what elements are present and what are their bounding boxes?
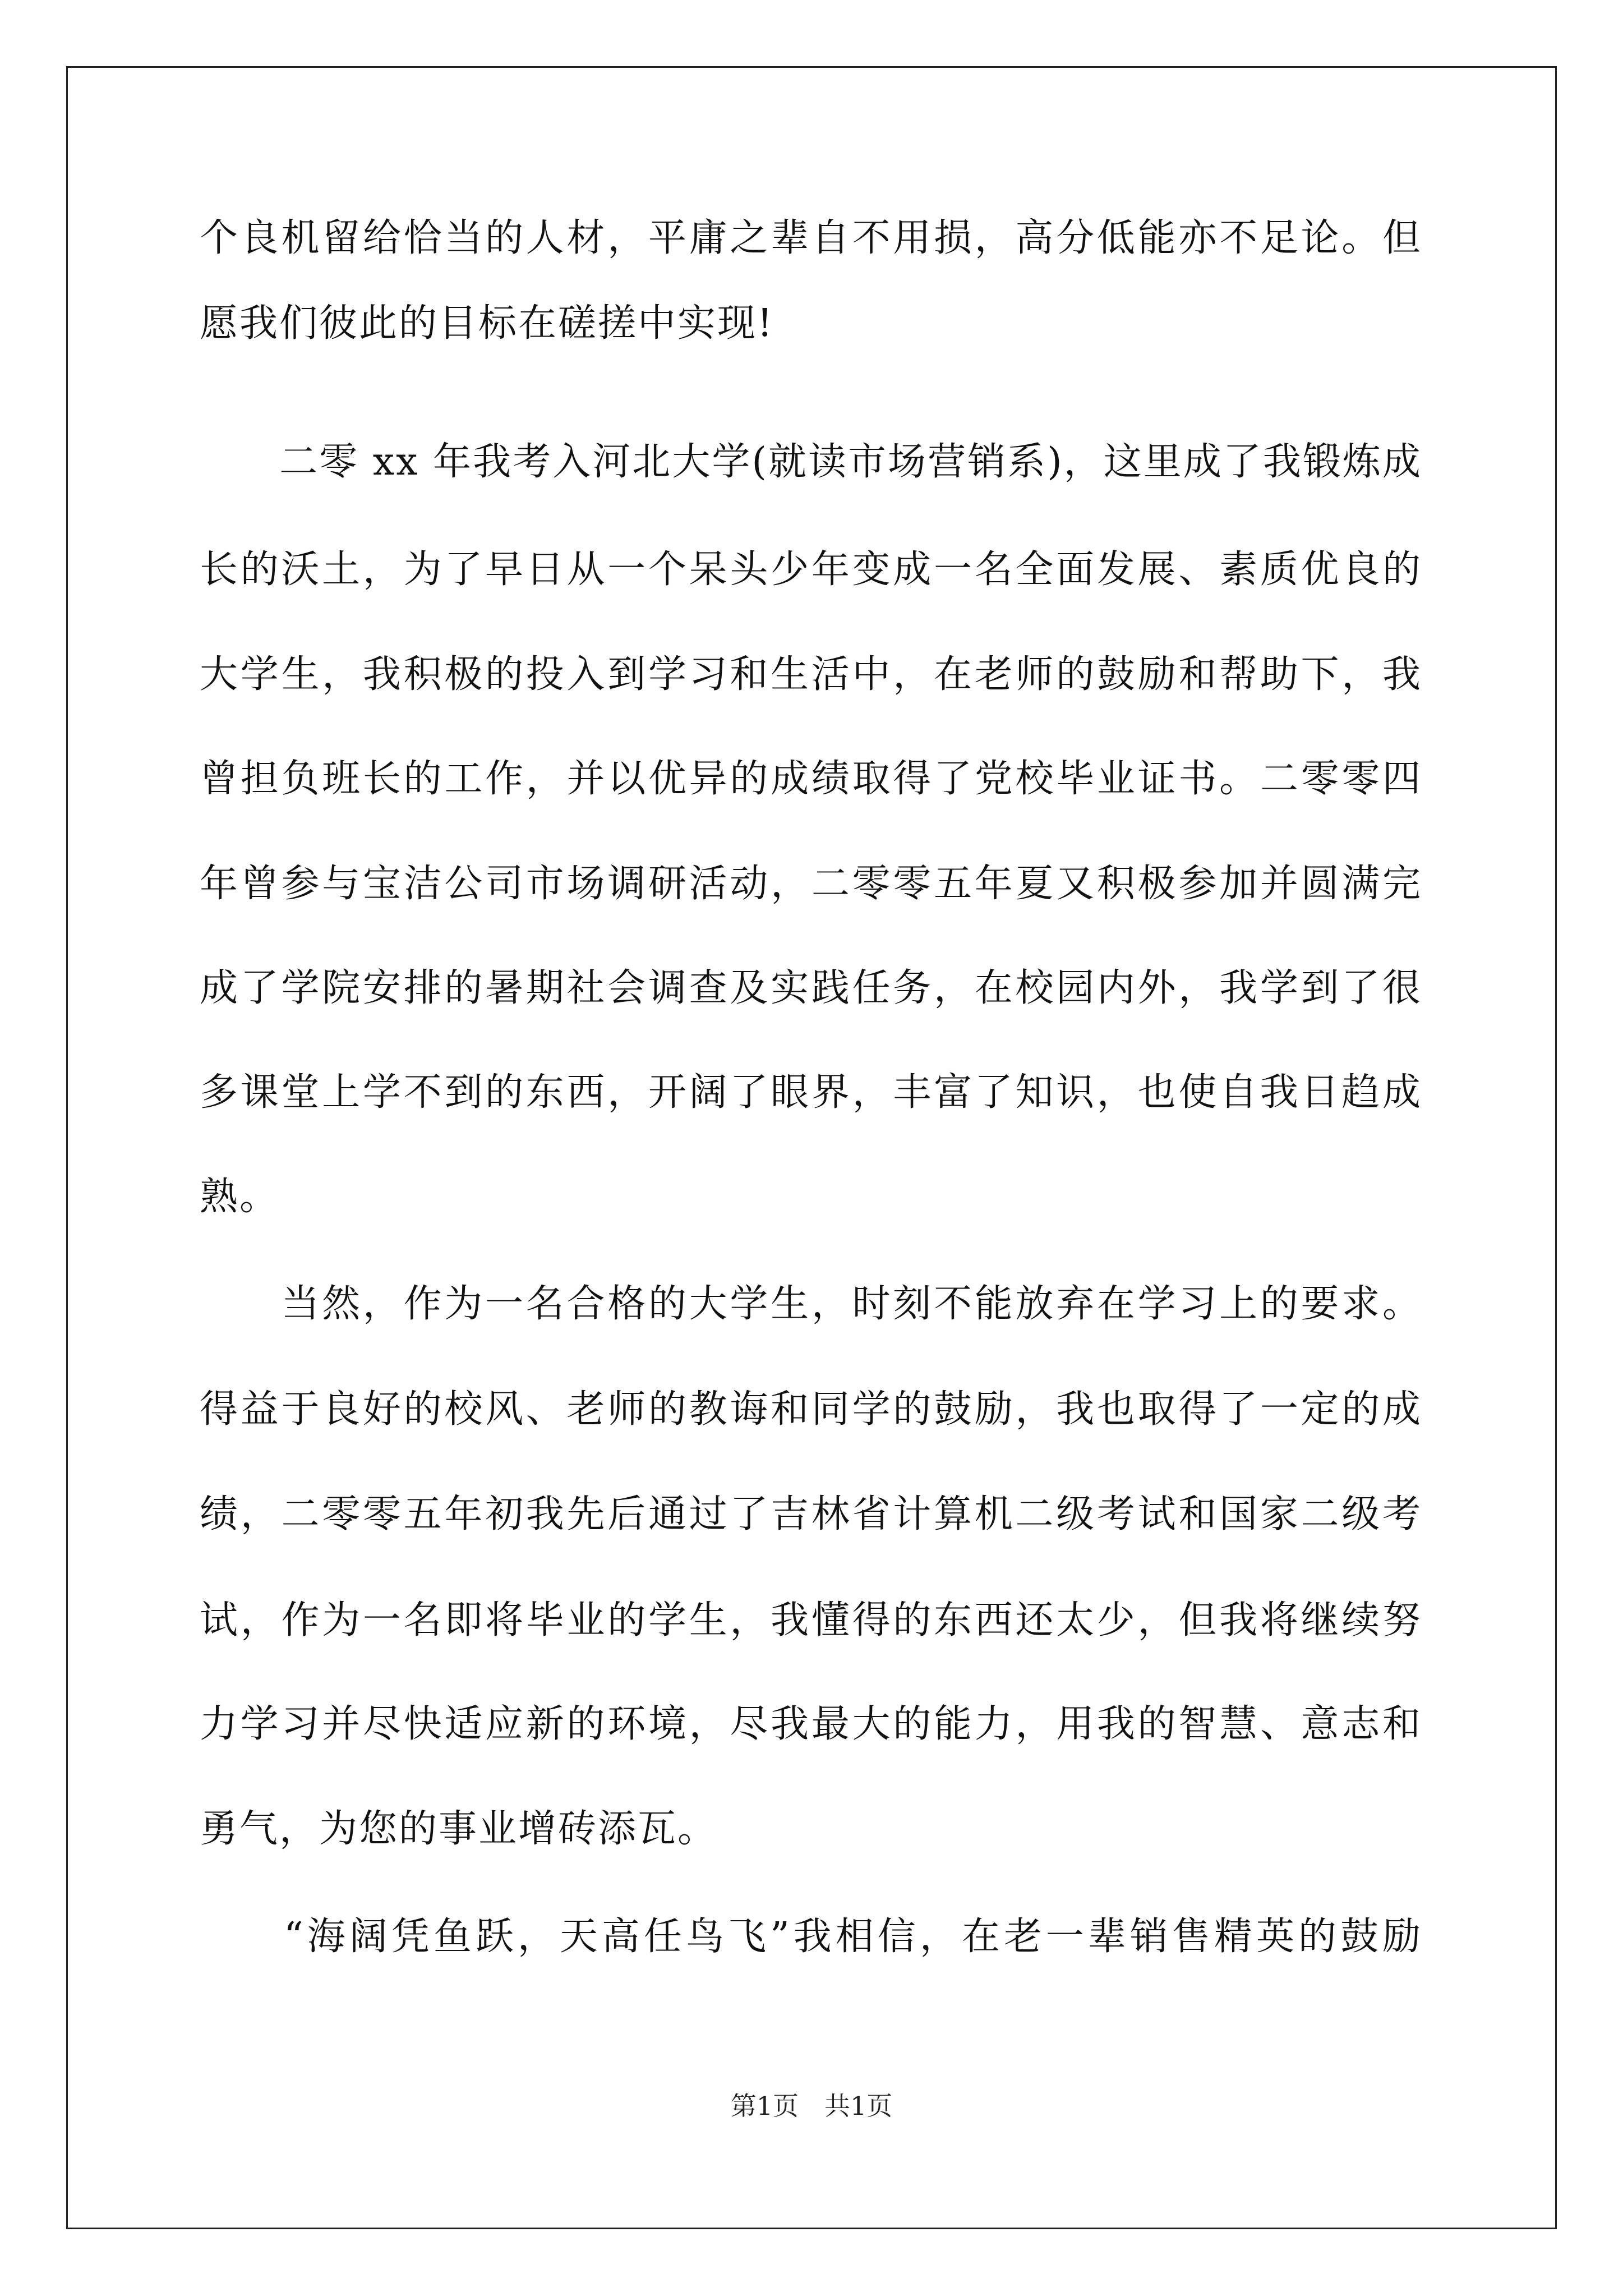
text-line: 熟。: [200, 1175, 280, 1219]
page-number-label: 第1页 共1页: [730, 2091, 893, 2121]
text-line: 年曾参与宝洁公司市场调研活动，二零零五年夏又积极参加并圆满完: [200, 862, 1422, 906]
text-line: 曾担负班长的工作，并以优异的成绩取得了党校毕业证书。二零零四: [200, 757, 1422, 801]
page-footer: [0, 2089, 1623, 2123]
text-line: “海阔凭鱼跃，天高任鸟飞”我相信，在老一辈销售精英的鼓励: [200, 1915, 1422, 1959]
text-line: 大学生，我积极的投入到学习和生活中，在老师的鼓励和帮助下，我: [200, 652, 1422, 697]
text-line: 成了学院安排的暑期社会调查及实践任务，在校园内外，我学到了很: [200, 966, 1422, 1010]
text-line: 绩，二零零五年初我先后通过了吉林省计算机二级考试和国家二级考: [200, 1492, 1422, 1536]
text-line: 个良机留给恰当的人材，平庸之辈自不用损，高分低能亦不足论。但: [200, 216, 1422, 260]
text-line: 当然，作为一名合格的大学生，时刻不能放弃在学习上的要求。: [200, 1282, 1422, 1326]
text-line: 得益于良好的校风、老师的教诲和同学的鼓励，我也取得了一定的成: [200, 1387, 1422, 1432]
text-line: 愿我们彼此的目标在磋搓中实现!: [200, 301, 774, 346]
text-line: 勇气，为您的事业增砖添瓦。: [200, 1807, 718, 1851]
text-line: 多课堂上学不到的东西，开阔了眼界，丰富了知识，也使自我日趋成: [200, 1070, 1422, 1115]
text-line: 试，作为一名即将毕业的学生，我懂得的东西还太少，但我将继续努: [200, 1598, 1422, 1642]
text-line: 力学习并尽快适应新的环境，尽我最大的能力，用我的智慧、意志和: [200, 1702, 1422, 1746]
text-line: 二零 xx 年我考入河北大学(就读市场营销系)，这里成了我锻炼成: [200, 440, 1422, 484]
text-line: 长的沃土，为了早日从一个呆头少年变成一名全面发展、素质优良的: [200, 547, 1422, 592]
